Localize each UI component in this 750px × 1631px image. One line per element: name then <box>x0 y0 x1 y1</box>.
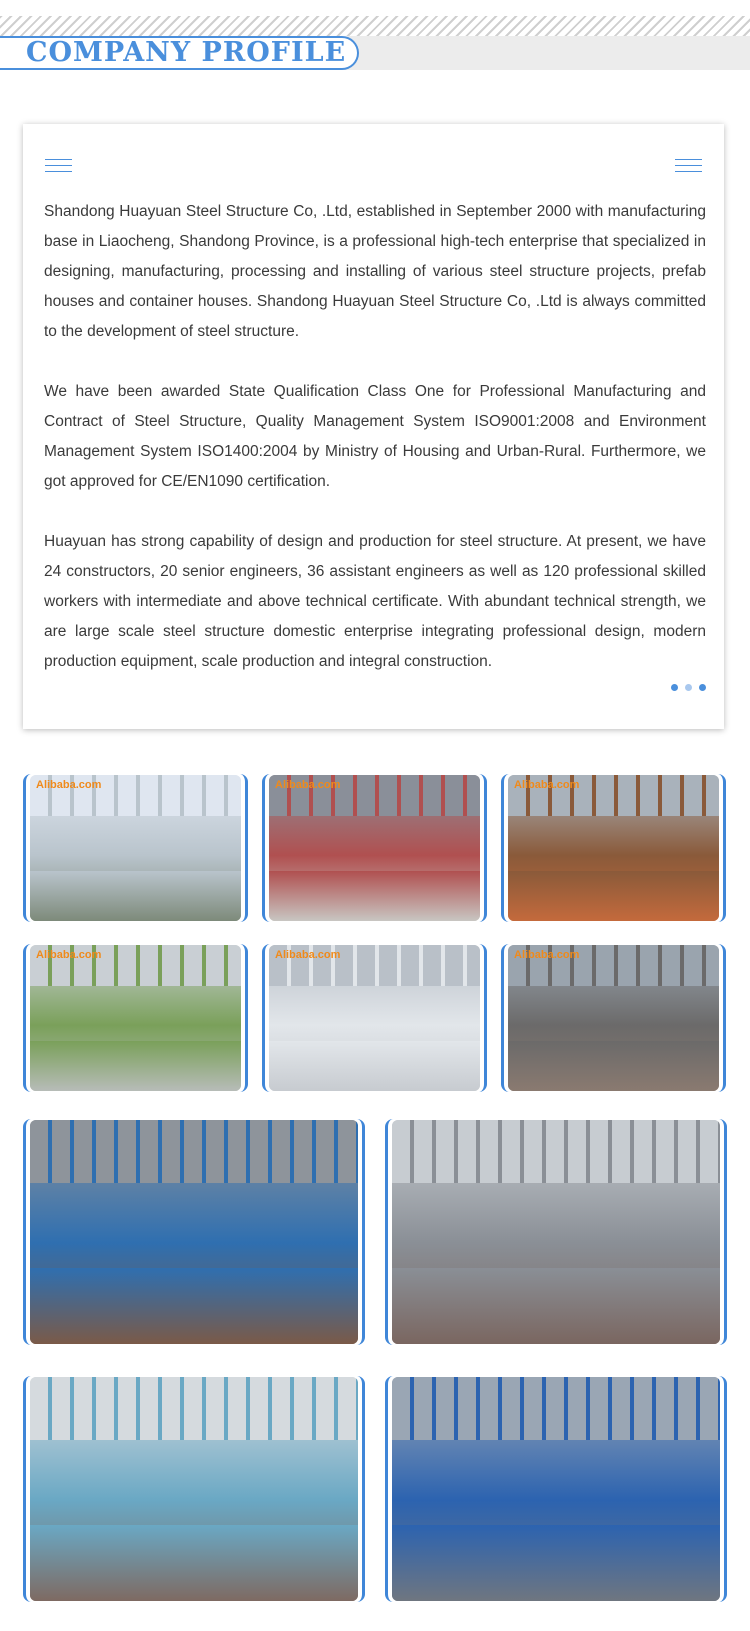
pagination-dot-icon[interactable] <box>699 684 706 691</box>
alibaba-watermark: Alibaba.com <box>514 949 580 961</box>
gallery-tile[interactable] <box>501 774 726 922</box>
factory-exterior-photo <box>30 775 241 921</box>
alibaba-watermark: Alibaba.com <box>514 779 580 791</box>
welding-station-photo <box>508 945 719 1091</box>
cutting-table-photo <box>392 1120 720 1344</box>
gallery-tile[interactable] <box>23 1119 365 1345</box>
green-steel-parts-photo <box>30 945 241 1091</box>
gallery-tile[interactable] <box>23 944 248 1092</box>
gallery-tile[interactable] <box>385 1376 727 1602</box>
cutting-sparks-photo <box>508 775 719 921</box>
gantry-cutter-photo <box>30 1377 358 1601</box>
gallery-tile[interactable] <box>262 774 487 922</box>
menu-lines-icon <box>45 159 72 172</box>
gallery-tile[interactable] <box>385 1119 727 1345</box>
alibaba-watermark: Alibaba.com <box>275 949 341 961</box>
gallery-tile[interactable] <box>262 944 487 1092</box>
menu-lines-icon <box>675 159 702 172</box>
profile-paragraph: Huayuan has strong capability of design and production for steel structure. At present, we have 24 constructors, 20 senior engineers, 36 assistant engineers as well as 120 professional skilled workers with intermediate and above technical certificate. With abundant technical strength, we are large scale steel structure domestic enterprise integrating professional design, modern production equipment, scale production and integral construction. <box>44 533 706 670</box>
gallery-tile[interactable] <box>23 1376 365 1602</box>
gallery-tile[interactable] <box>23 774 248 922</box>
pagination-dot-icon[interactable] <box>671 684 678 691</box>
workshop-cranes-photo <box>269 775 480 921</box>
blue-machine-photo <box>30 1120 358 1344</box>
company-profile-card <box>23 124 724 729</box>
welding-gantry-photo <box>392 1377 720 1601</box>
alibaba-watermark: Alibaba.com <box>36 949 102 961</box>
alibaba-watermark: Alibaba.com <box>275 779 341 791</box>
profile-paragraph: We have been awarded State Qualification Class One for Professional Manufacturing and Contract of Steel Structure, Quality Management System ISO9001:2008 and Environment Management System ISO1400:2004 by Ministry of Housing and Urban-Rural. Furthermore, we got approved for CE/EN1090 certification. <box>44 383 706 490</box>
profile-paragraph: Shandong Huayuan Steel Structure Co, .Ltd, established in September 2000 with manufacturing base in Liaocheng, Shandong Province, is a professional high-tech enterprise that specialized in designing, manufacturing, processing and installing of various steel structure projects, prefab houses and container houses. Shandong Huayuan Steel Structure Co, .Ltd is always committed to the development of steel structure. <box>44 203 706 340</box>
white-steel-beams-photo <box>269 945 480 1091</box>
pagination-dots <box>671 684 706 691</box>
header-hatch-stripe <box>0 16 750 36</box>
section-title: COMPANY PROFILE <box>26 37 347 68</box>
pagination-dot-icon[interactable] <box>685 684 692 691</box>
gallery-tile[interactable] <box>501 944 726 1092</box>
alibaba-watermark: Alibaba.com <box>36 779 102 791</box>
